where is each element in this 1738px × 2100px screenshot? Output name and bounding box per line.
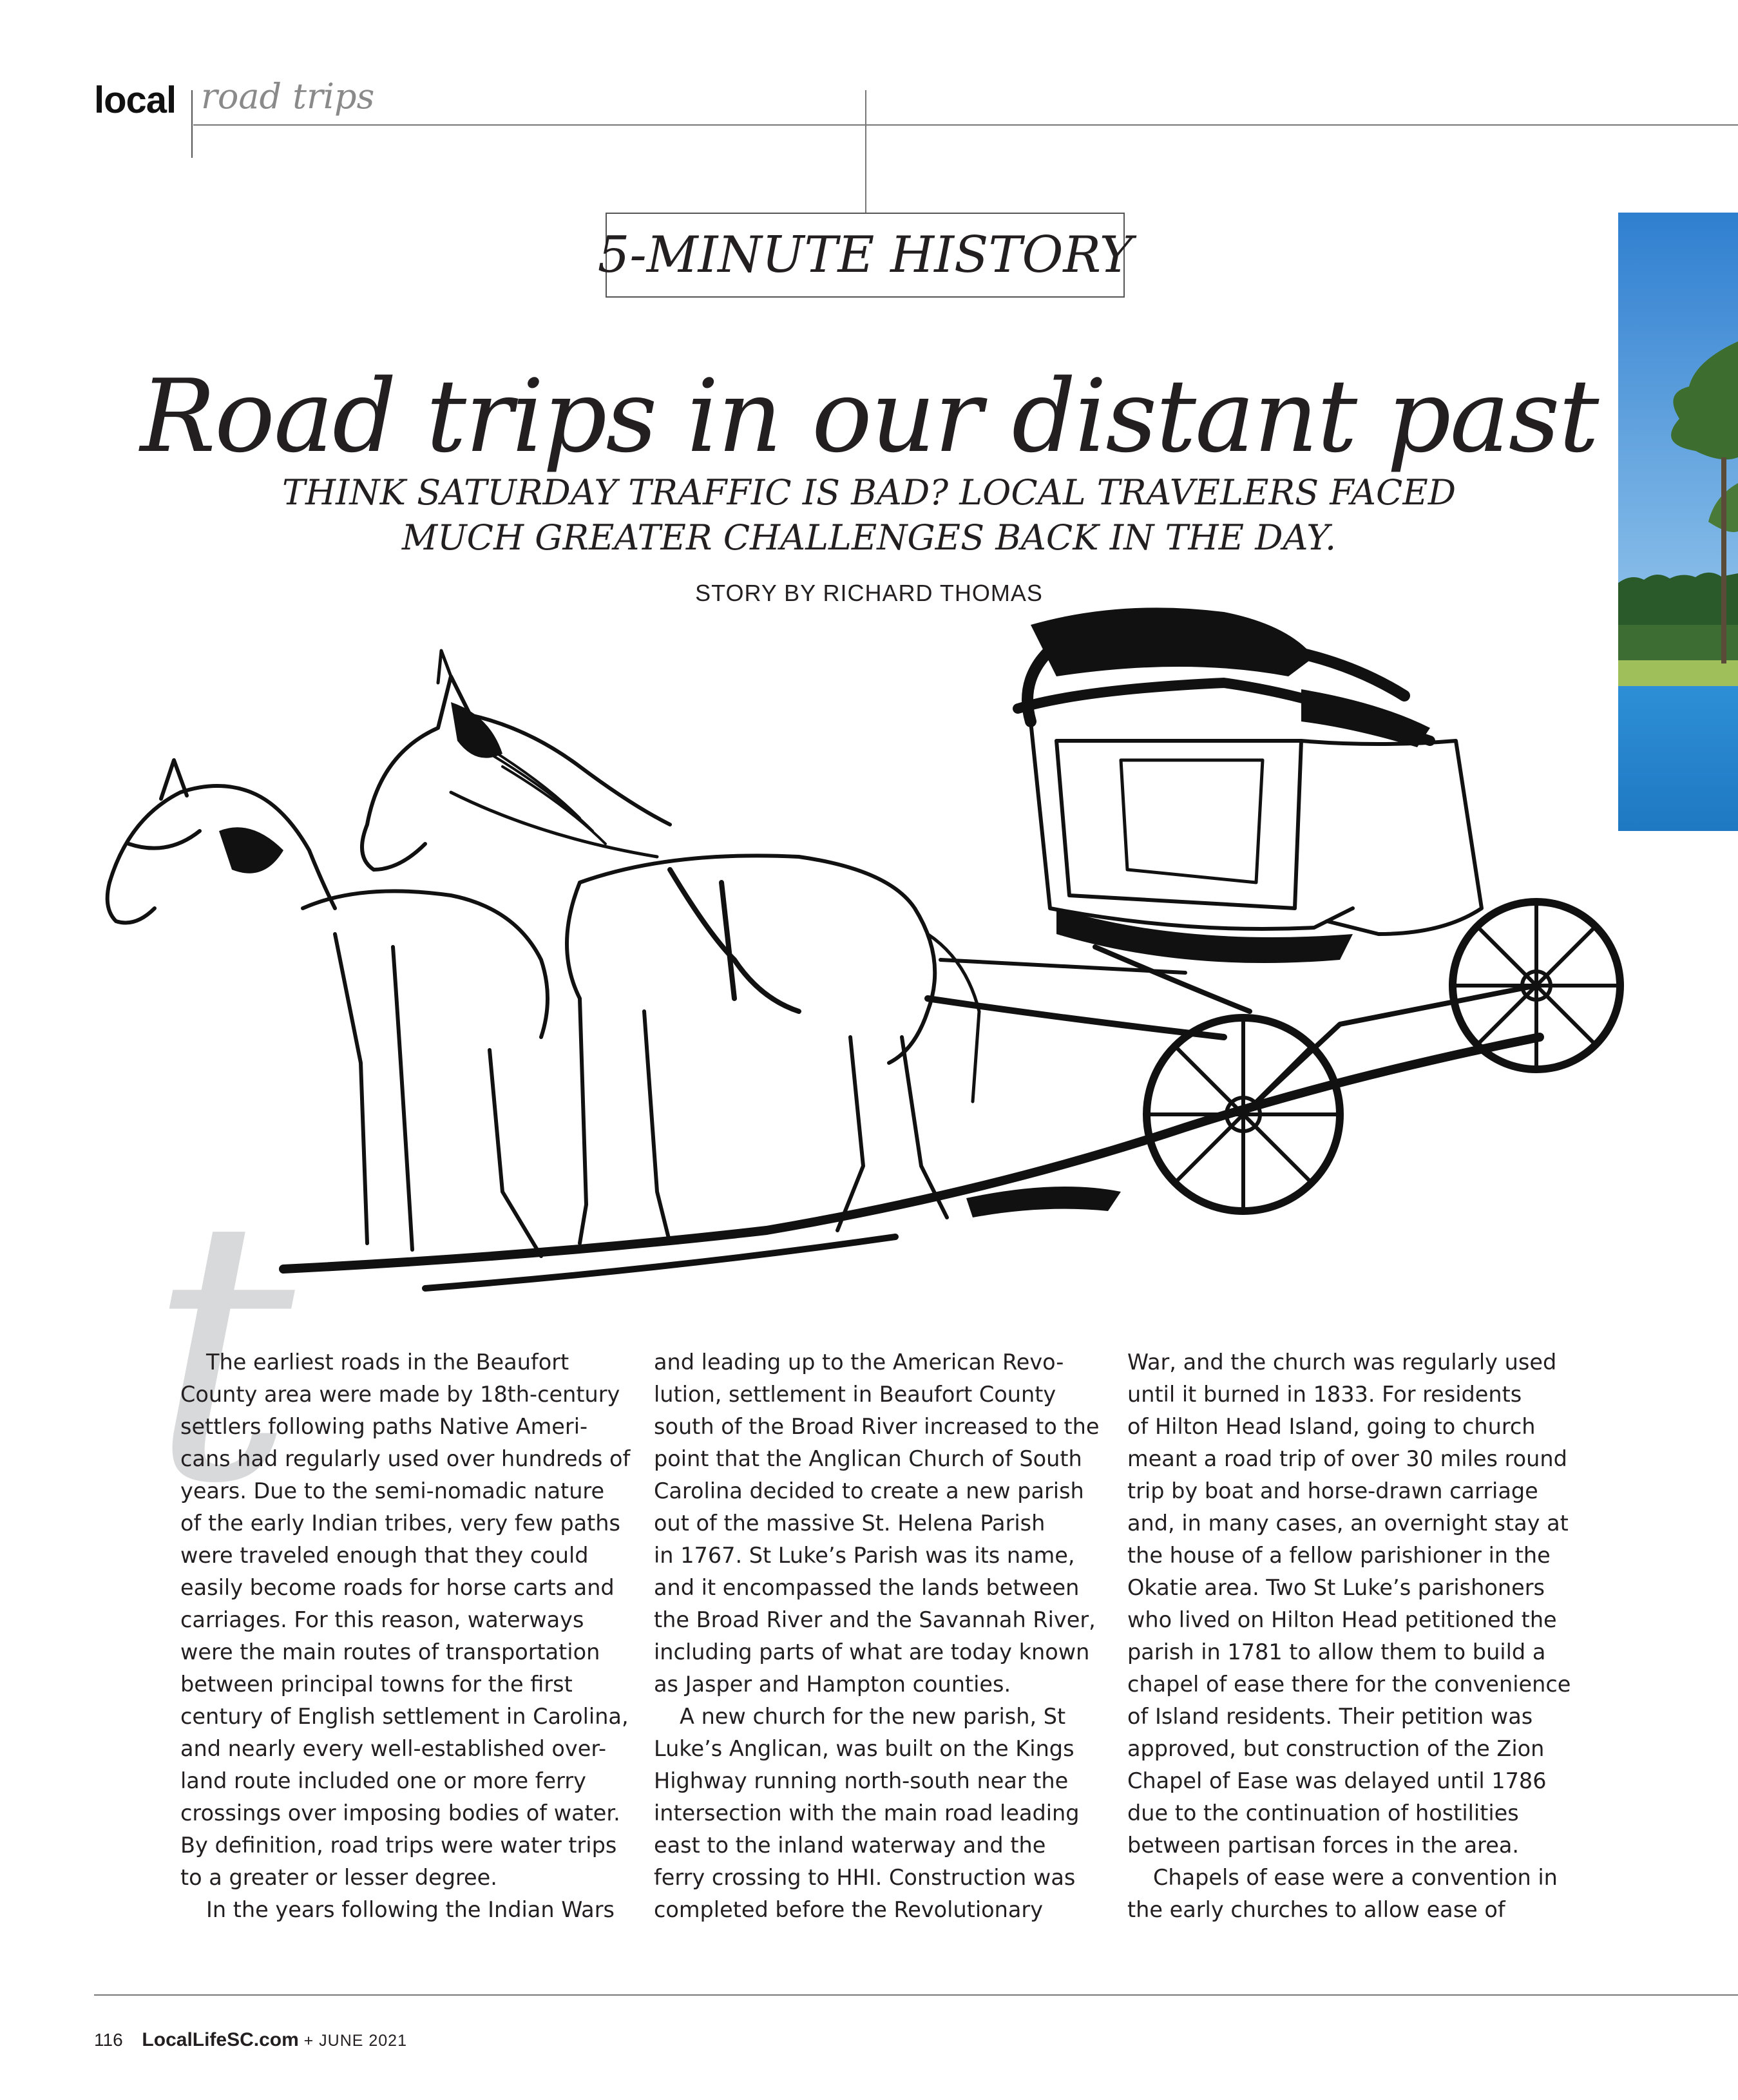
body-line: east to the inland waterway and the: [654, 1833, 1046, 1858]
page-number: 116: [94, 2030, 123, 2050]
header-rule: [193, 124, 1738, 126]
drop-cap: t: [149, 1143, 295, 1563]
body-line: Luke’s Anglican, was built on the Kings: [654, 1736, 1074, 1761]
body-line: and nearly every well-established over-: [180, 1736, 607, 1761]
body-line: easily become roads for horse carts and: [180, 1575, 615, 1600]
body-line: to a greater or lesser degree.: [180, 1865, 497, 1890]
site-name: LocalLifeSC.com: [142, 2029, 299, 2050]
body-line: County area were made by 18th-century: [180, 1382, 620, 1407]
body-line: until it burned in 1833. For residents: [1127, 1382, 1522, 1407]
body-line: the house of a fellow parishioner in the: [1127, 1543, 1551, 1568]
subsection-label: road trips: [201, 76, 375, 117]
body-column-2: [654, 1346, 1105, 1926]
body-line: Chapel of Ease was delayed until 1786: [1127, 1768, 1547, 1793]
body-line: Okatie area. Two St Luke’s parishoners: [1127, 1575, 1545, 1600]
body-line: trip by boat and horse-drawn carriage: [1127, 1478, 1538, 1503]
footer-rule: [94, 1994, 1738, 1996]
section-label: local: [94, 79, 177, 121]
body-line: Carolina decided to create a new parish: [654, 1478, 1084, 1503]
deck-line-2: MUCH GREATER CHALLENGES BACK IN THE DAY.: [401, 517, 1337, 558]
body-line: Highway running north-south near the: [654, 1768, 1069, 1793]
body-line: crossings over imposing bodies of water.: [180, 1800, 620, 1826]
body-line: south of the Broad River increased to the: [654, 1414, 1100, 1439]
body-line: approved, but construction of the Zion: [1127, 1736, 1545, 1761]
body-line: settlers following paths Native Ameri-: [180, 1414, 588, 1439]
body-line: point that the Anglican Church of South: [654, 1446, 1082, 1471]
body-line: cans had regularly used over hundreds of: [180, 1446, 631, 1471]
body-line: ferry crossing to HHI. Construction was: [654, 1865, 1076, 1890]
body-line: War, and the church was regularly used: [1127, 1350, 1557, 1375]
body-line: in 1767. St Luke’s Parish was its name,: [654, 1543, 1075, 1568]
headline: Road trips in our distant past: [140, 358, 1598, 475]
body-line: By definition, road trips were water trips: [180, 1833, 617, 1858]
body-line: century of English settlement in Carolina,: [180, 1704, 629, 1729]
body-line: years. Due to the semi-nomadic nature: [180, 1478, 605, 1503]
body-line: of Hilton Head Island, going to church: [1127, 1414, 1536, 1439]
footer: [94, 2029, 407, 2051]
body-line: and, in many cases, an overnight stay at: [1127, 1511, 1569, 1536]
body-line: were traveled enough that they could: [180, 1543, 589, 1568]
body-line: lution, settlement in Beaufort County: [654, 1382, 1056, 1407]
body-line: and it encompassed the lands between: [654, 1575, 1080, 1600]
body-line: and leading up to the American Revo-: [654, 1350, 1064, 1375]
header-divider: [191, 90, 193, 158]
body-line: the early churches to allow ease of: [1127, 1897, 1505, 1922]
body-column-1: [180, 1346, 631, 1926]
body-line: of Island residents. Their petition was: [1127, 1704, 1533, 1729]
body-line: chapel of ease there for the convenience: [1127, 1672, 1571, 1697]
deck-line-1: THINK SATURDAY TRAFFIC IS BAD? LOCAL TRAVELERS FACED: [282, 472, 1456, 513]
body-line: In the years following the Indian Wars: [206, 1897, 615, 1922]
body-column-3: [1127, 1346, 1578, 1926]
body-line: were the main routes of transportation: [180, 1639, 600, 1665]
body-line: who lived on Hilton Head petitioned the: [1127, 1607, 1557, 1632]
kicker-box: [597, 213, 1133, 298]
body-line: as Jasper and Hampton counties.: [654, 1672, 1011, 1697]
body-line: including parts of what are today known: [654, 1639, 1090, 1665]
body-line: due to the continuation of hostilities: [1127, 1800, 1519, 1826]
body-line: carriages. For this reason, waterways: [180, 1607, 584, 1632]
kicker: 5-MINUTE HISTORY: [597, 226, 1133, 284]
carriage-illustration: [90, 548, 1649, 1308]
body-line: between principal towns for the first: [180, 1672, 573, 1697]
body-line: A new church for the new parish, St: [680, 1704, 1066, 1729]
body-line: the Broad River and the Savannah River,: [654, 1607, 1096, 1632]
body-line: completed before the Revolutionary: [654, 1897, 1044, 1922]
body-line: meant a road trip of over 30 miles round: [1127, 1446, 1567, 1471]
body-line: out of the massive St. Helena Parish: [654, 1511, 1046, 1536]
deck: [0, 470, 1738, 560]
body-line: intersection with the main road leading: [654, 1800, 1080, 1826]
body-line: between partisan forces in the area.: [1127, 1833, 1520, 1858]
kicker-connector: [865, 90, 866, 213]
body-line: land route included one or more ferry: [180, 1768, 586, 1793]
body-line: of the early Indian tribes, very few paths: [180, 1511, 620, 1536]
byline: STORY BY RICHARD THOMAS: [695, 580, 1043, 606]
body-line: The earliest roads in the Beaufort: [206, 1350, 569, 1375]
body-line: parish in 1781 to allow them to build a: [1127, 1639, 1546, 1665]
issue-date: + JUNE 2021: [303, 2032, 407, 2050]
body-line: Chapels of ease were a convention in: [1153, 1865, 1558, 1890]
